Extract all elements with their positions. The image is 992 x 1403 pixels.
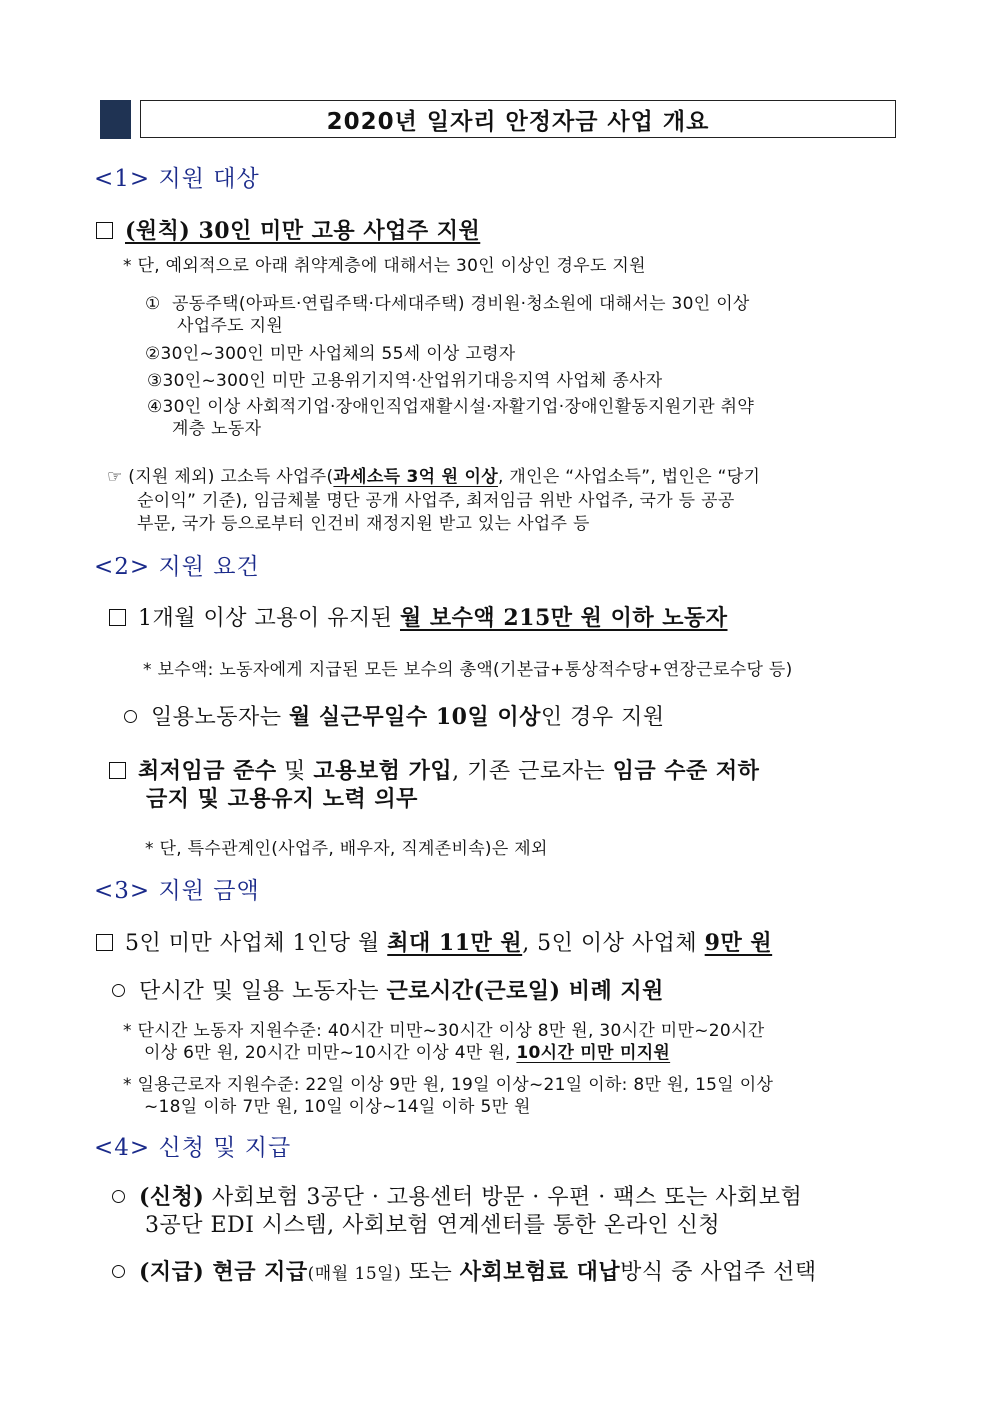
s4-apply-line2: 3공단 EDI 시스템, 사회보험 연계센터를 통한 온라인 신청 [145, 1213, 721, 1238]
s1-main: (원칙) 30인 미만 고용 사업주 지원 [96, 214, 480, 245]
section-2-heading: <2> 지원 요건 [94, 554, 260, 580]
title-marker [100, 100, 131, 139]
s1-item-4-cont: 계층 노동자 [172, 419, 262, 439]
s4-pay: (지급) 현금 지급(매월 15일) 또는 사회보험료 대납방식 중 사업주 선택 [112, 1255, 817, 1286]
s3-part: 단시간 및 일용 노동자는 근로시간(근로일) 비례 지원 [112, 974, 664, 1005]
s3-main: 5인 미만 사업체 1인당 월 최대 11만 원, 5인 이상 사업체 9만 원 [96, 926, 772, 957]
square-bullet-icon [96, 222, 113, 239]
s1-item-1-cont: 사업주도 지원 [177, 316, 284, 336]
section-4-heading: <4> 신청 및 지급 [94, 1135, 292, 1161]
s3-note2: * 일용근로자 지원수준: 22일 이상 9만 원, 19일 이상~21일 이하: 8만 원, 15일 이상 [123, 1075, 774, 1095]
pointing-hand-icon: ☞ [107, 467, 123, 487]
s1-item-4: ④30인 이상 사회적기업·장애인직업재활시설·자활기업·장애인활동지원기관 취약 [147, 397, 755, 417]
s1-exclusion-line3: 부문, 국가 등으로부터 인건비 재정지원 받고 있는 사업주 등 [137, 514, 590, 534]
s2-note2: * 단, 특수관계인(사업주, 배우자, 직계존비속)은 제외 [145, 839, 548, 859]
s2-note: * 보수액: 노동자에게 지급된 모든 보수의 총액(기본급+통상적수당+연장근로수당 등) [143, 660, 793, 680]
square-bullet-icon [109, 609, 126, 626]
section-1-heading: <1> 지원 대상 [94, 166, 260, 192]
s1-exclusion: ☞ (지원 제외) 고소득 사업주(과세소득 3억 원 이상, 개인은 “사업소득”, 법인은 “당기 [107, 467, 761, 487]
s3-note1-line2: 이상 6만 원, 20시간 미만~10시간 이상 4만 원, 10시간 미만 미지원 [144, 1043, 671, 1063]
s1-item-1: ① 공동주택(아파트·연립주택·다세대주택) 경비원·청소원에 대해서는 30인 이상 [145, 294, 750, 314]
s2-main: 1개월 이상 고용이 유지된 월 보수액 215만 원 이하 노동자 [109, 601, 728, 632]
s1-note: * 단, 예외적으로 아래 취약계층에 대해서는 30인 이상인 경우도 지원 [123, 256, 646, 276]
page-title: 2020년 일자리 안정자금 사업 개요 [326, 108, 710, 135]
s2-requirement: 최저임금 준수 및 고용보험 가입, 기존 근로자는 임금 수준 저하 [109, 754, 759, 785]
s2-daily: 일용노동자는 월 실근무일수 10일 이상인 경우 지원 [124, 700, 665, 731]
s1-exclusion-line2: 순이익” 기준), 임금체불 명단 공개 사업주, 최저임금 위반 사업주, 국가 등 공공 [137, 491, 735, 511]
circle-bullet-icon [112, 984, 125, 997]
s2-requirement-line2: 금지 및 고용유지 노력 의무 [146, 786, 418, 812]
square-bullet-icon [96, 934, 113, 951]
s3-note2-line2: ~18일 이하 7만 원, 10일 이상~14일 이하 5만 원 [144, 1097, 531, 1117]
circle-bullet-icon [112, 1265, 125, 1278]
circle-bullet-icon [112, 1190, 125, 1203]
s4-apply: (신청) 사회보험 3공단 · 고용센터 방문 · 우편 · 팩스 또는 사회보험 [112, 1180, 802, 1211]
s1-item-2: ②30인~300인 미만 사업체의 55세 이상 고령자 [145, 344, 516, 364]
title-box [140, 100, 896, 138]
square-bullet-icon [109, 762, 126, 779]
s1-item-3: ③30인~300인 미만 고용위기지역·산업위기대응지역 사업체 종사자 [147, 371, 663, 391]
circle-bullet-icon [124, 710, 137, 723]
s3-note1: * 단시간 노동자 지원수준: 40시간 미만~30시간 이상 8만 원, 30시간 미만~20시간 [123, 1021, 765, 1041]
section-3-heading: <3> 지원 금액 [94, 878, 260, 904]
